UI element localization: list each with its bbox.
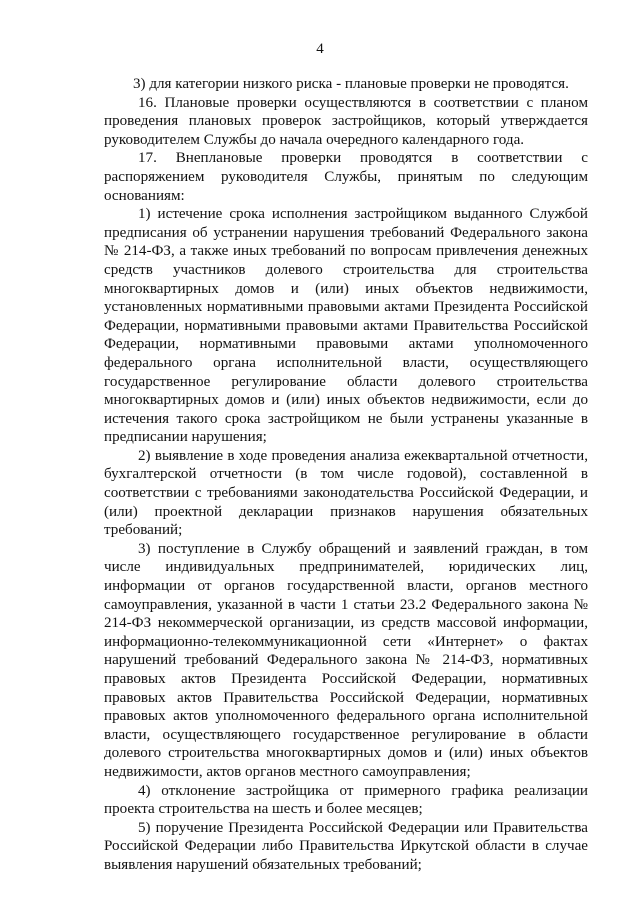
- paragraph-ground-1: 1) истечение срока исполнения застройщиком выданного Службой предписания об устранении нарушения требований Федерального закона № 214-ФЗ, а также иных требований по вопросам привлечения денежных средств участников долевого строительства для строительства многоквартирных домов и (или) иных объектов недвижимости, установленных нормативными правовыми актами Президента Российской Федерации, нормативными правовыми актами Правительства Российской Федерации, нормативными правовыми актами уполномоченного федерального органа исполнительной власти, осуществляющего государственное регулирование области долевого строительства многоквартирных домов и (или) иных объектов недвижимости, если до истечения такого срока застройщиком не были устранены указанные в предписании нарушения;: [104, 206, 588, 446]
- paragraph-17: 17. Внеплановые проверки проводятся в соответствии с распоряжением руководителя Службы, принятым по следующим основаниям:: [104, 150, 588, 204]
- document-body: [104, 75, 588, 875]
- paragraph-low-risk: 3) для категории низкого риска - плановые проверки не проводятся.: [133, 76, 569, 92]
- paragraph-ground-3: 3) поступление в Службу обращений и заявлений граждан, в том числе индивидуальных предпринимателей, юридических лиц, информации от органов государственной власти, органов местного самоуправления, указанной в части 1 статьи 23.2 Федерального закона № 214-ФЗ некоммерческой организации, из средств массовой информации, информационно-телекоммуникационной сети «Интернет» о фактах нарушений требований Федерального закона № 214-ФЗ, нормативных правовых актов Президента Российской Федерации, нормативных правовых актов Правительства Российской Федерации, нормативных правовых актов уполномоченного федерального органа исполнительной власти, осуществляющего государственное регулирование в области долевого строительства многоквартирных домов и (или) иных объектов недвижимости, актов органов местного самоуправления;: [104, 540, 588, 780]
- paragraph-ground-5: 5) поручение Президента Российской Федерации или Правительства Российской Федерации либо Правительства Иркутской области в случае выявления нарушений обязательных требований;: [104, 819, 588, 873]
- page-number: 4: [316, 41, 324, 57]
- paragraph-ground-4: 4) отклонение застройщика от примерного графика реализации проекта строительства на шесть и более месяцев;: [104, 782, 588, 818]
- paragraph-16: 16. Плановые проверки осуществляются в соответствии с планом проведения плановых проверок застройщиков, который утверждается руководителем Службы до начала очередного календарного года.: [104, 94, 588, 148]
- paragraph-ground-2: 2) выявление в ходе проведения анализа ежеквартальной отчетности, бухгалтерской отчетности (в том числе годовой), составленной в соответствии с требованиями законодательства Российской Федерации, и (или) проектной декларации признаков нарушения обязательных требований;: [104, 447, 588, 539]
